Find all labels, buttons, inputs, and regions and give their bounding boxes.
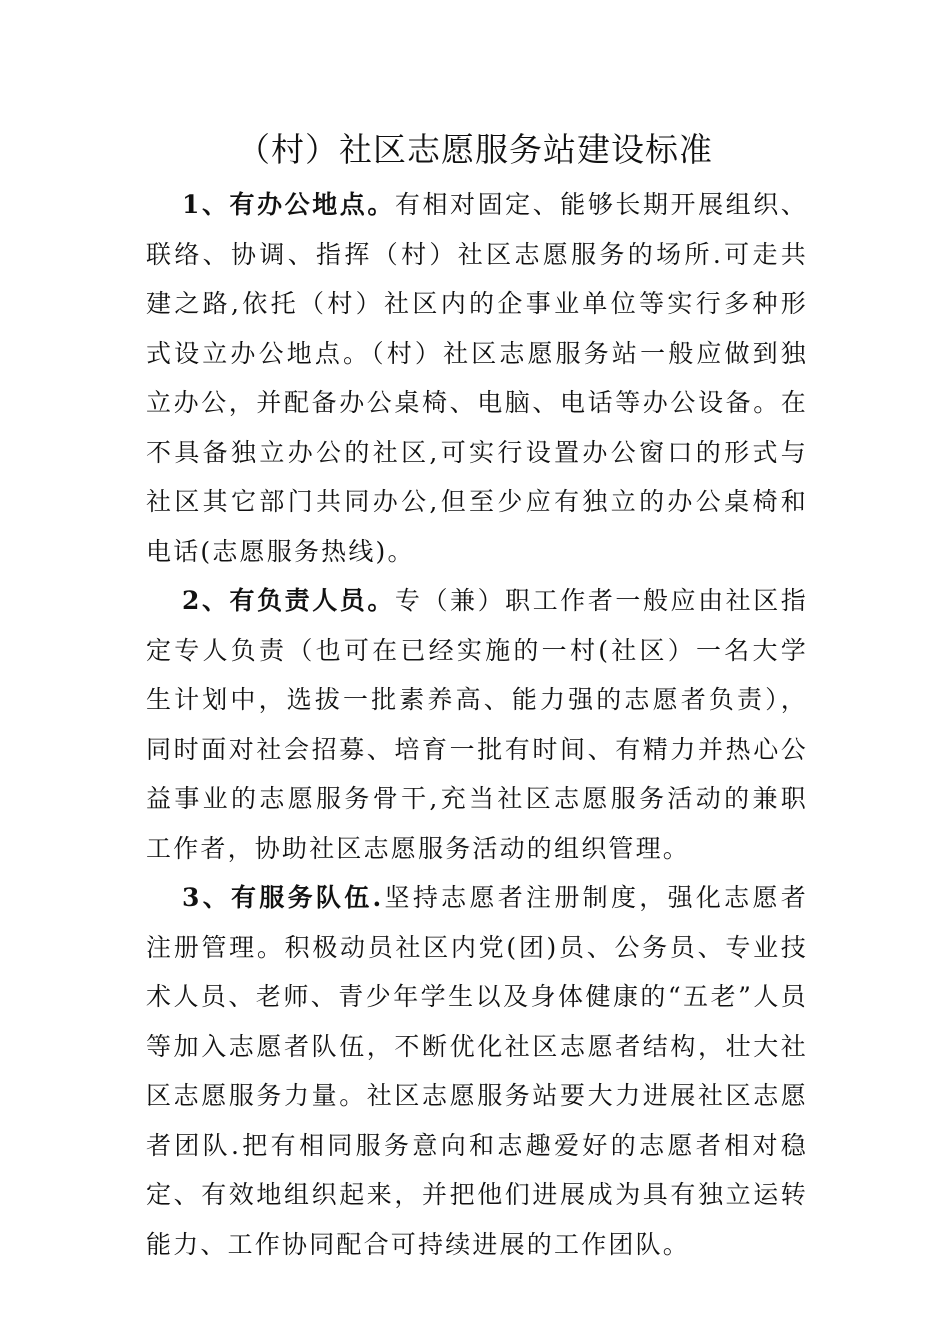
paragraph-heading: 1、有办公地点。 <box>182 190 395 219</box>
paragraph-responsible-staff <box>146 576 808 873</box>
paragraph-heading: 3、有服务队伍. <box>182 883 384 912</box>
paragraph-office-location <box>146 180 808 576</box>
page-title: （村）社区志愿服务站建设标准 <box>237 130 713 169</box>
paragraph-service-team <box>146 873 808 1269</box>
paragraph-text: 专（兼）职工作者一般应由社区指定专人负责（也可在已经实施的一村(社区）一名大学生计划中，选拔一批素养高、能力强的志愿者负责），同时面对社会招募、培育一批有时间、有精力并热心公益事业的志愿服务骨干,充当社区志愿服务活动的兼职工作者，协助社区志愿服务活动的组织管理。 <box>146 586 808 863</box>
paragraph-text: 有相对固定、能够长期开展组织、联络、协调、指挥（村）社区志愿服务的场所.可走共建之路,依托（村）社区内的企事业单位等实行多种形式设立办公地点。（村）社区志愿服务站一般应做到独立办公，并配备办公桌椅、电脑、电话等办公设备。在不具备独立办公的社区,可实行设置办公窗口的形式与社区其它部门共同办公,但至少应有独立的办公桌椅和电话(志愿服务热线)。 <box>146 190 808 566</box>
paragraph-heading: 2、有负责人员。 <box>182 586 395 615</box>
paragraph-text: 坚持志愿者注册制度，强化志愿者注册管理。积极动员社区内党(团)员、公务员、专业技术人员、老师、青少年学生以及身体健康的“五老”人员等加入志愿者队伍，不断优化社区志愿者结构，壮大社区志愿服务力量。社区志愿服务站要大力进展社区志愿者团队.把有相同服务意向和志趣爱好的志愿者相对稳定、有效地组织起来，并把他们进展成为具有独立运转能力、工作协同配合可持续进展的工作团队。 <box>146 883 808 1259</box>
document-body <box>146 180 808 1269</box>
